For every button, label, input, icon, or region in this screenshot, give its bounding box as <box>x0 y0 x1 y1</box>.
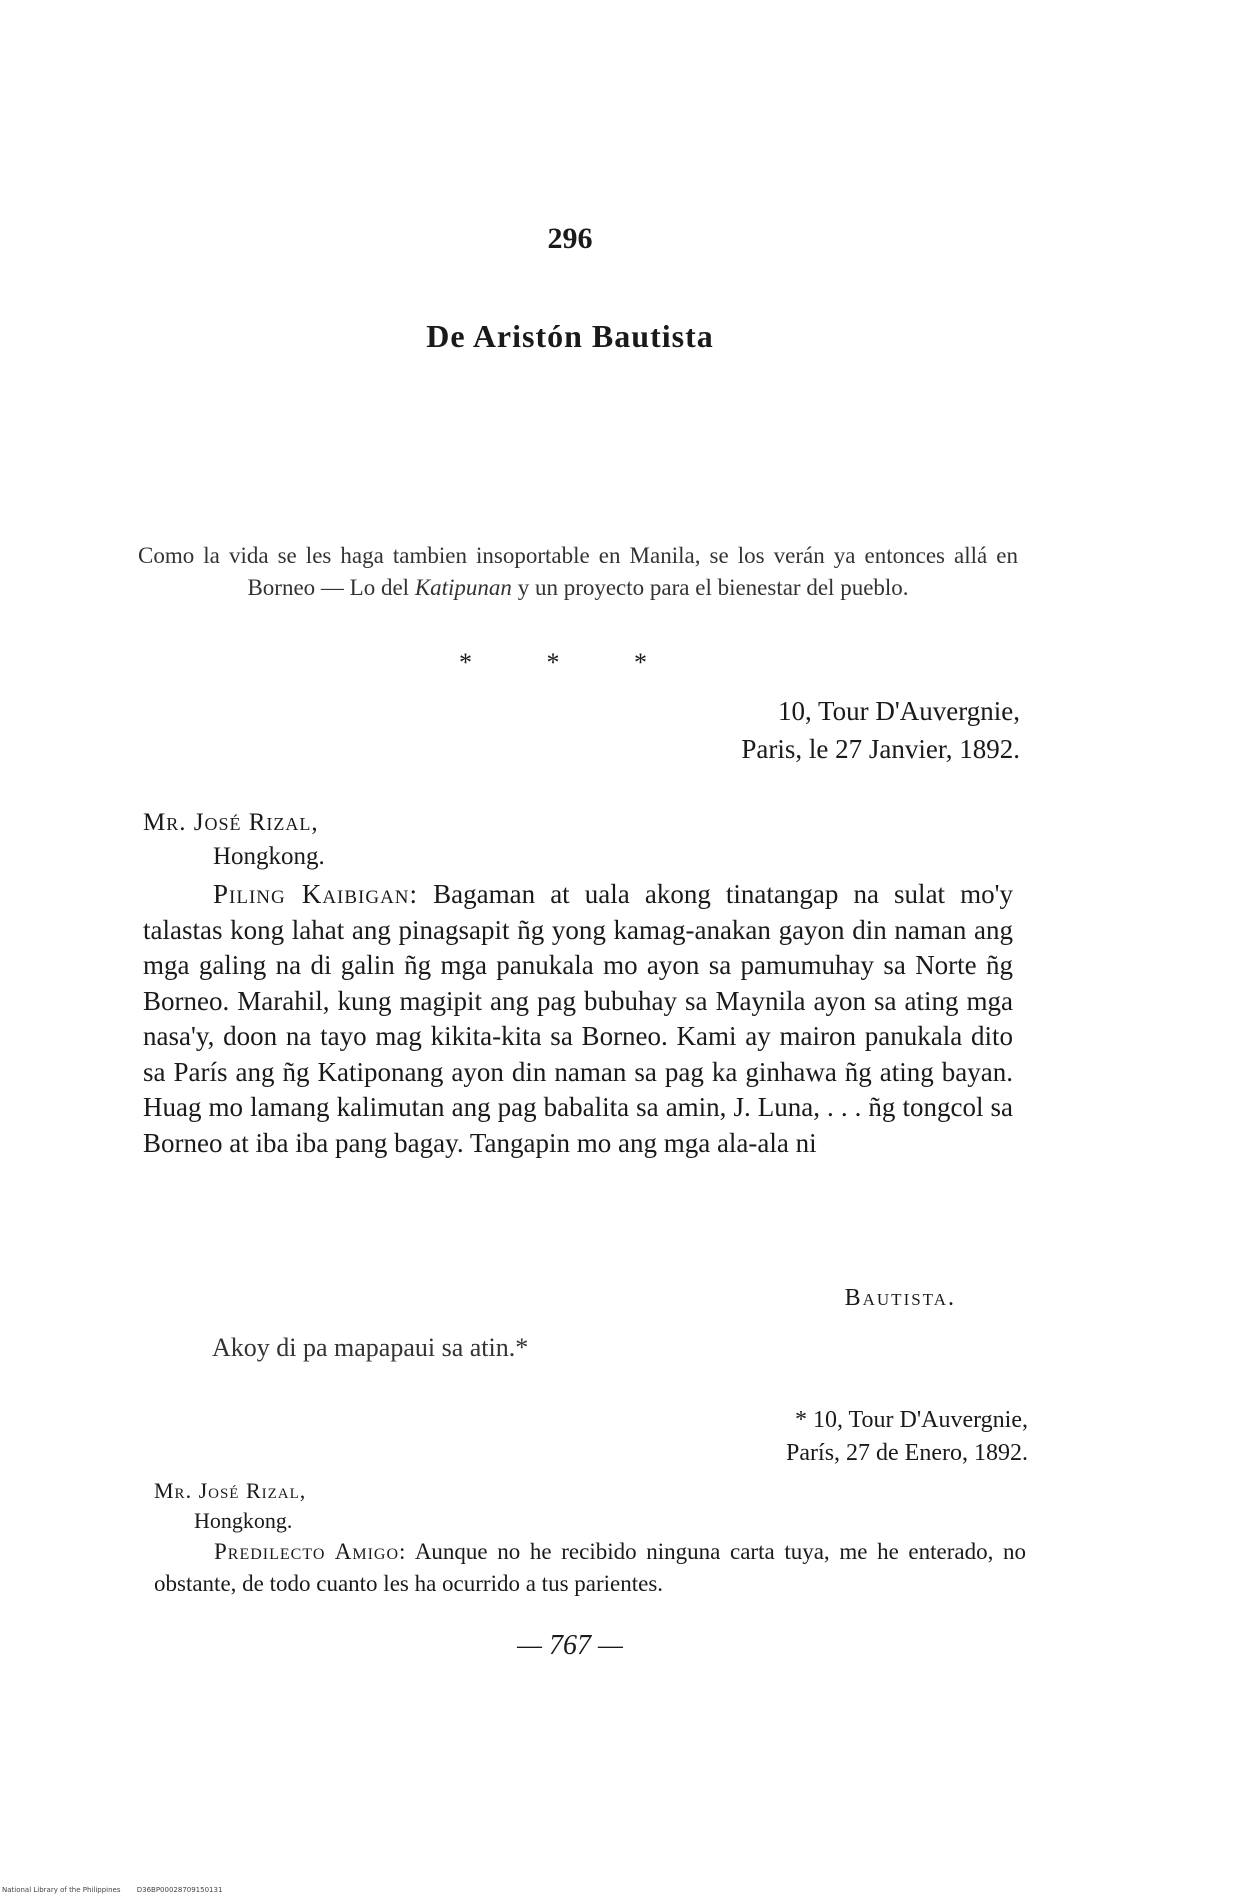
letter1-salutation: Piling Kaibigan: <box>213 879 419 909</box>
letter1-dateline <box>741 692 1020 768</box>
letter2-address: * 10, Tour D'Auvergnie, <box>794 1407 1028 1433</box>
summary-text-after: y un proyecto para el bienestar del pueblo. <box>511 575 909 600</box>
scan-footer <box>2 1886 236 1894</box>
letter1-recipient: Mr. José Rizal, <box>143 809 319 836</box>
letter1-address: 10, Tour D'Auvergnie, <box>778 696 1020 726</box>
summary-text-before: Como la vida se les haga tambien insoportable en Manila, se los verán ya entonces allá en Borneo — Lo del <box>138 543 1018 600</box>
letter2-dateline <box>786 1404 1028 1470</box>
letter1-body-text: Bagaman at uala akong tinatangap na sulat mo'y talastas kong lahat ang pinagsapit ñg yong kamag-anakan gayon din naman ang mga galing na di galin ñg mga panukala mo ayon sa pamumuhay sa Norte ñg Borneo. Marahil, kung magipit ang pag bubuhay sa Maynila ayon sa ating mga nasa'y, doon na tayo mag kikita-kita sa Borneo. Kami ay mairon panukala dito sa París ang ñg Katiponang ayon din naman sa pag ka ginhawa ñg ating bayan. Huag mo lamang kalimutan ang pag babalita sa amin, J. Luna, . . . ñg tongcol sa Borneo at iba iba pang bagay. Tangapin mo ang mga ala-ala ni <box>143 879 1014 1158</box>
letter-summary <box>138 540 1018 604</box>
page-number: — 767 — <box>517 1630 623 1661</box>
library-name: National Library of the Philippines <box>2 1886 121 1894</box>
section-separator: * * * <box>459 648 681 677</box>
letter2-body-text: Aunque no he recibido ninguna carta tuya, me he enterado, no obstante, de todo cuanto les ha ocurrido a tus parientes. <box>154 1539 1026 1596</box>
call-number: D36BP00028709150131 <box>136 1886 223 1894</box>
letter-title: De Aristón Bautista <box>426 318 714 354</box>
letter2-addressee <box>154 1476 306 1536</box>
letter1-postscript: Akoy di pa mapapaui sa atin.* <box>212 1333 529 1362</box>
letter1-signature: Bautista. <box>844 1285 956 1311</box>
letter1-date: Paris, le 27 Janvier, 1892. <box>741 734 1020 764</box>
letter2-body <box>154 1536 1026 1600</box>
letter2-salutation: Predilecto Amigo: <box>214 1539 407 1564</box>
letter2-city: Hongkong. <box>194 1508 293 1533</box>
letter2-date: París, 27 de Enero, 1892. <box>786 1440 1028 1466</box>
letter1-addressee <box>143 806 325 874</box>
letter-number: 296 <box>547 222 593 255</box>
letter1-city: Hongkong. <box>213 843 325 870</box>
letter2-recipient: Mr. José Rizal, <box>154 1478 307 1503</box>
summary-emphasis: Katipunan <box>414 575 512 600</box>
letter1-body <box>143 877 1013 1161</box>
